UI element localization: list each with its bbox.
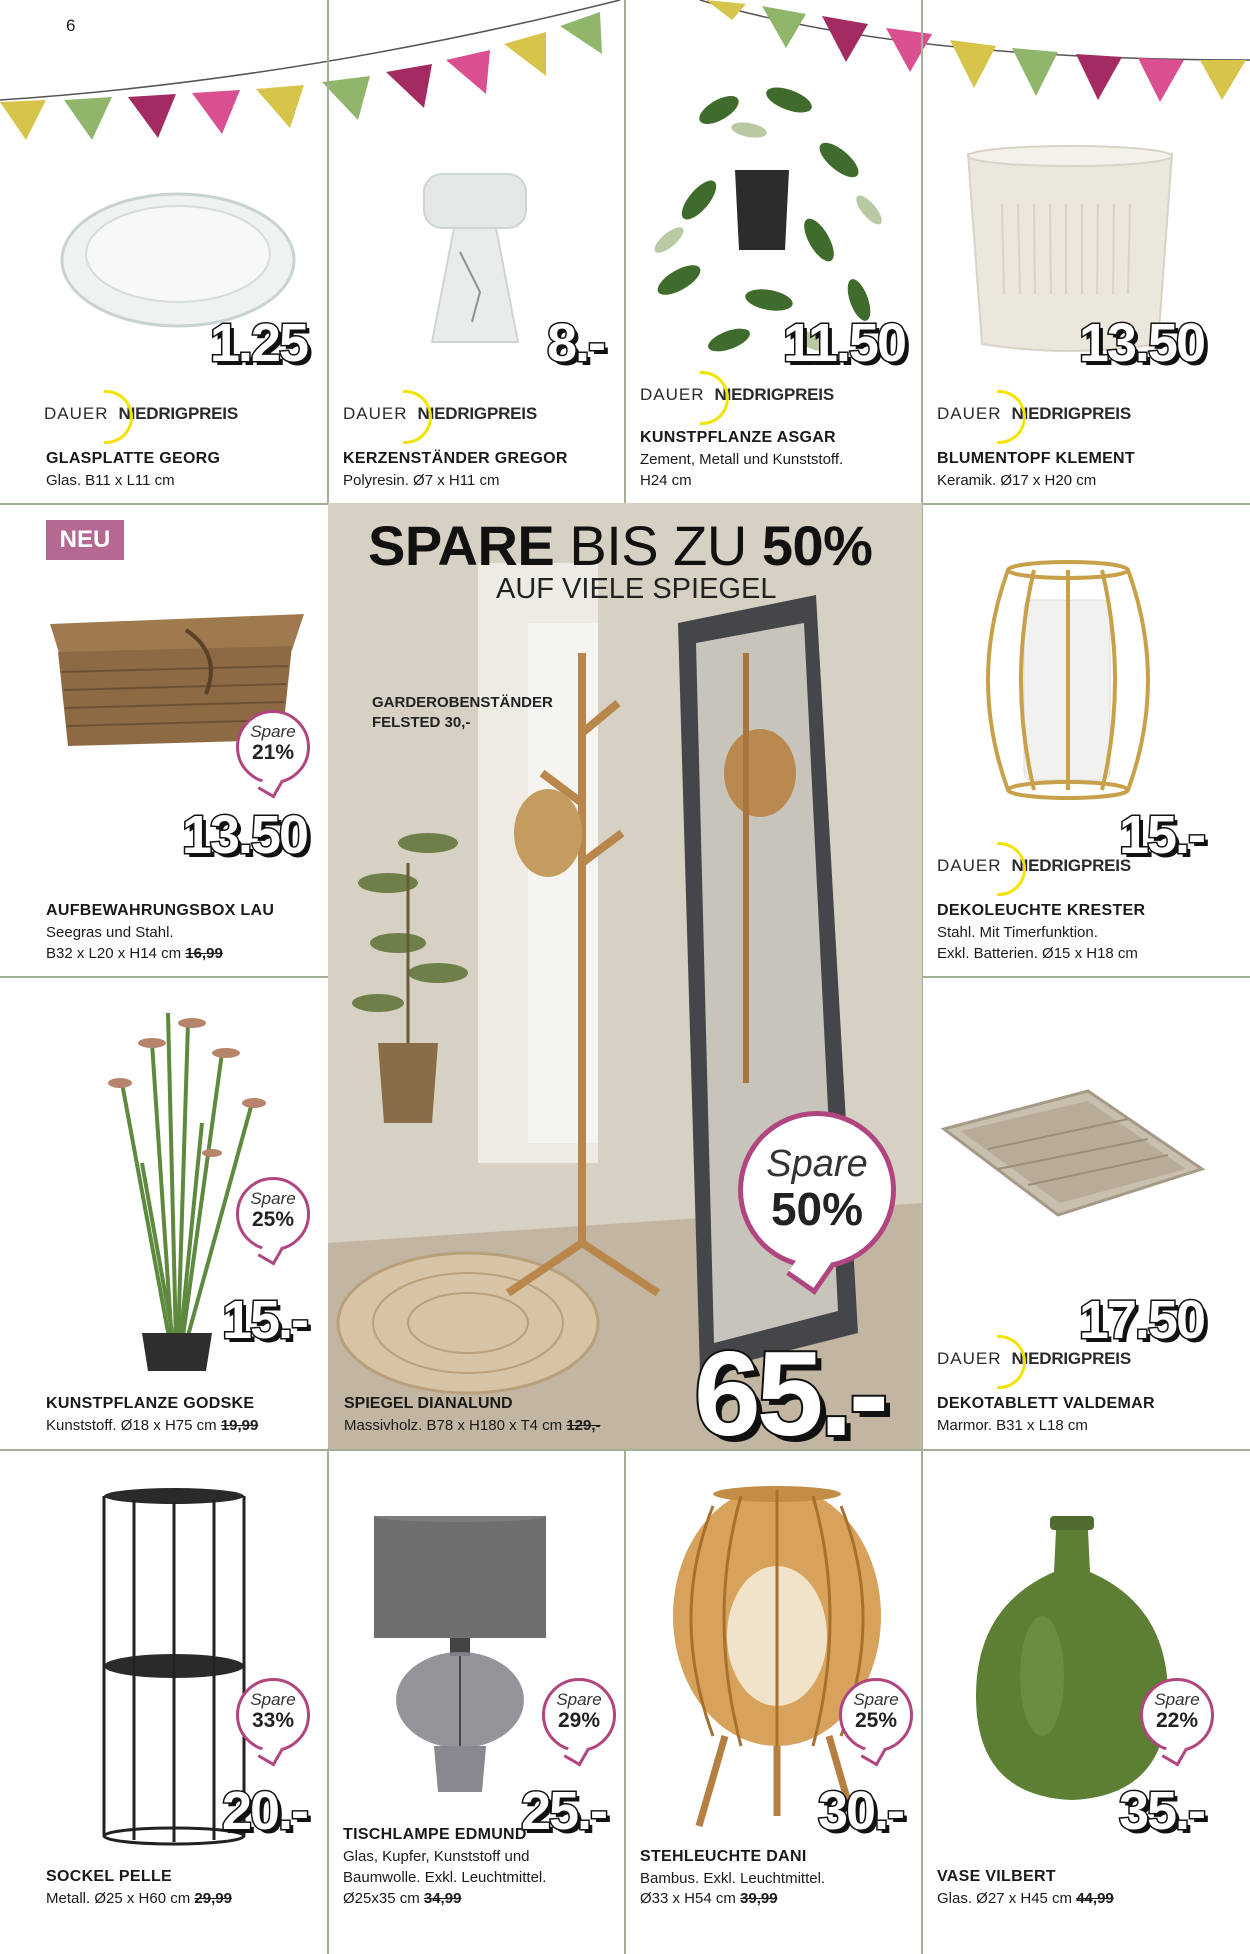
product-description: Marmor. B31 x L18 cm — [937, 1417, 1088, 1434]
product-card-vilbert[interactable] — [922, 1450, 1250, 1954]
product-description: Metall. Ø25 x H60 cm 29,99 — [46, 1890, 232, 1907]
price: 13.50 — [1078, 313, 1204, 373]
product-card-edmund[interactable] — [328, 1450, 624, 1954]
old-price: 129,- — [566, 1417, 601, 1434]
old-price: 29,99 — [194, 1890, 232, 1907]
bamboo-lamp-image — [669, 1486, 885, 1830]
lantern-image — [978, 560, 1158, 800]
spare-badge: Spare 33% — [236, 1678, 310, 1752]
price: 11.50 — [782, 313, 905, 373]
dauer-niedrigpreis-logo: DAUER NIEDRIGPREIS — [937, 1349, 1131, 1369]
product-description: B32 x L20 x H14 cm 16,99 — [46, 945, 223, 962]
table-lamp-image — [372, 1516, 548, 1794]
product-card-dani[interactable] — [625, 1450, 921, 1954]
old-price: 34,99 — [423, 1890, 462, 1907]
product-description: Seegras und Stahl. — [46, 924, 174, 941]
product-card-georg[interactable] — [0, 0, 327, 503]
dauer-niedrigpreis-logo: DAUER NIEDRIGPREIS — [937, 404, 1131, 424]
product-card-lau[interactable] — [0, 504, 327, 976]
product-description: Ø33 x H54 cm 39,99 — [640, 1890, 778, 1907]
dauer-niedrigpreis-logo: DAUER NIEDRIGPREIS — [937, 856, 1131, 876]
spare-badge: Spare 25% — [839, 1678, 913, 1752]
product-title: KUNSTPFLANZE GODSKE — [46, 1395, 255, 1412]
price: 15.- — [1118, 805, 1204, 865]
product-title: KUNSTPFLANZE ASGAR — [640, 429, 836, 446]
hero-subtitle: AUF VIELE SPIEGEL — [496, 573, 777, 605]
product-card-krester[interactable] — [922, 504, 1250, 976]
price: 8.- — [546, 313, 604, 373]
price: 15.- — [221, 1290, 307, 1350]
product-title: DEKOLEUCHTE KRESTER — [937, 902, 1146, 919]
spare-badge: Spare 22% — [1140, 1678, 1214, 1752]
product-description: Kunststoff. Ø18 x H75 cm 19,99 — [46, 1417, 259, 1434]
product-title: SOCKEL PELLE — [46, 1868, 172, 1885]
hero-title: SPARE BIS ZU 50% — [368, 514, 873, 577]
spare-badge: Spare 21% — [236, 710, 310, 784]
product-description: Bambus. Exkl. Leuchtmittel. — [640, 1870, 826, 1887]
marble-tray-image — [938, 1089, 1208, 1219]
product-description: Baumwolle. Exkl. Leuchtmittel. — [343, 1869, 547, 1886]
product-title: TISCHLAMPE EDMUND — [343, 1826, 527, 1843]
old-price: 16,99 — [185, 945, 223, 962]
price: 20.- — [221, 1781, 307, 1841]
product-title: AUFBEWAHRUNGSBOX LAU — [46, 902, 275, 919]
spare-badge: Spare 25% — [236, 1177, 310, 1251]
product-card-gregor[interactable] — [328, 0, 624, 503]
dauer-niedrigpreis-logo: DAUER NIEDRIGPREIS — [44, 404, 238, 424]
product-title: DEKOTABLETT VALDEMAR — [937, 1395, 1155, 1412]
price: 17.50 — [1078, 1290, 1204, 1350]
hero-price: 65.- — [694, 1327, 885, 1449]
product-title: VASE VILBERT — [937, 1868, 1056, 1885]
product-description: Glas, Kupfer, Kunststoff und — [343, 1848, 530, 1865]
spare-badge: Spare 29% — [542, 1678, 616, 1752]
old-price: 39,99 — [740, 1890, 778, 1907]
product-card-valdemar[interactable] — [922, 977, 1250, 1449]
price: 1.25 — [209, 313, 307, 373]
product-description: Keramik. Ø17 x H20 cm — [937, 472, 1097, 489]
product-title: GLASPLATTE GEORG — [46, 450, 221, 467]
product-description: Ø25x35 cm 34,99 — [343, 1890, 462, 1907]
product-card-godske[interactable] — [0, 977, 327, 1449]
dauer-niedrigpreis-logo: DAUER NIEDRIGPREIS — [343, 404, 537, 424]
price: 30.- — [817, 1781, 903, 1841]
product-description: H24 cm — [640, 472, 692, 489]
product-title: STEHLEUCHTE DANI — [640, 1848, 807, 1865]
product-card-pelle[interactable] — [0, 1450, 327, 1954]
product-title: KERZENSTÄNDER GREGOR — [343, 450, 568, 467]
product-title: BLUMENTOPF KLEMENT — [937, 450, 1135, 467]
price: 35.- — [1118, 1781, 1204, 1841]
green-vase-image — [972, 1516, 1172, 1802]
product-description: Glas. B11 x L11 cm — [46, 472, 175, 489]
product-description: Stahl. Mit Timerfunktion. — [937, 924, 1098, 941]
old-price: 19,99 — [220, 1417, 259, 1434]
candle-holder-image — [420, 172, 530, 350]
product-description: Polyresin. Ø7 x H11 cm — [343, 472, 500, 489]
hero-room-scene — [328, 503, 922, 1449]
price: 25.- — [520, 1781, 606, 1841]
price: 13.50 — [181, 805, 307, 865]
hero-mirror-promo[interactable] — [328, 503, 922, 1449]
new-badge: NEU — [46, 520, 124, 560]
dauer-niedrigpreis-logo: DAUER NIEDRIGPREIS — [640, 385, 834, 405]
product-title: SPIEGEL DIANALUND — [344, 1395, 513, 1412]
product-description: Glas. Ø27 x H45 cm 44,99 — [937, 1890, 1114, 1907]
product-description: Zement, Metall und Kunststoff. — [640, 451, 844, 468]
product-card-klement[interactable] — [922, 0, 1250, 503]
product-description: Massivholz. B78 x H180 x T4 cm 129,- — [344, 1417, 601, 1434]
product-description: Exkl. Batterien. Ø15 x H18 cm — [937, 945, 1138, 962]
hero-note: GARDEROBENSTÄNDER FELSTED 30,- — [372, 694, 553, 731]
product-card-asgar[interactable] — [625, 0, 921, 503]
hero-spare-badge: Spare 50% — [738, 1111, 896, 1269]
page-number: 6 — [66, 16, 76, 35]
old-price: 44,99 — [1076, 1890, 1114, 1907]
